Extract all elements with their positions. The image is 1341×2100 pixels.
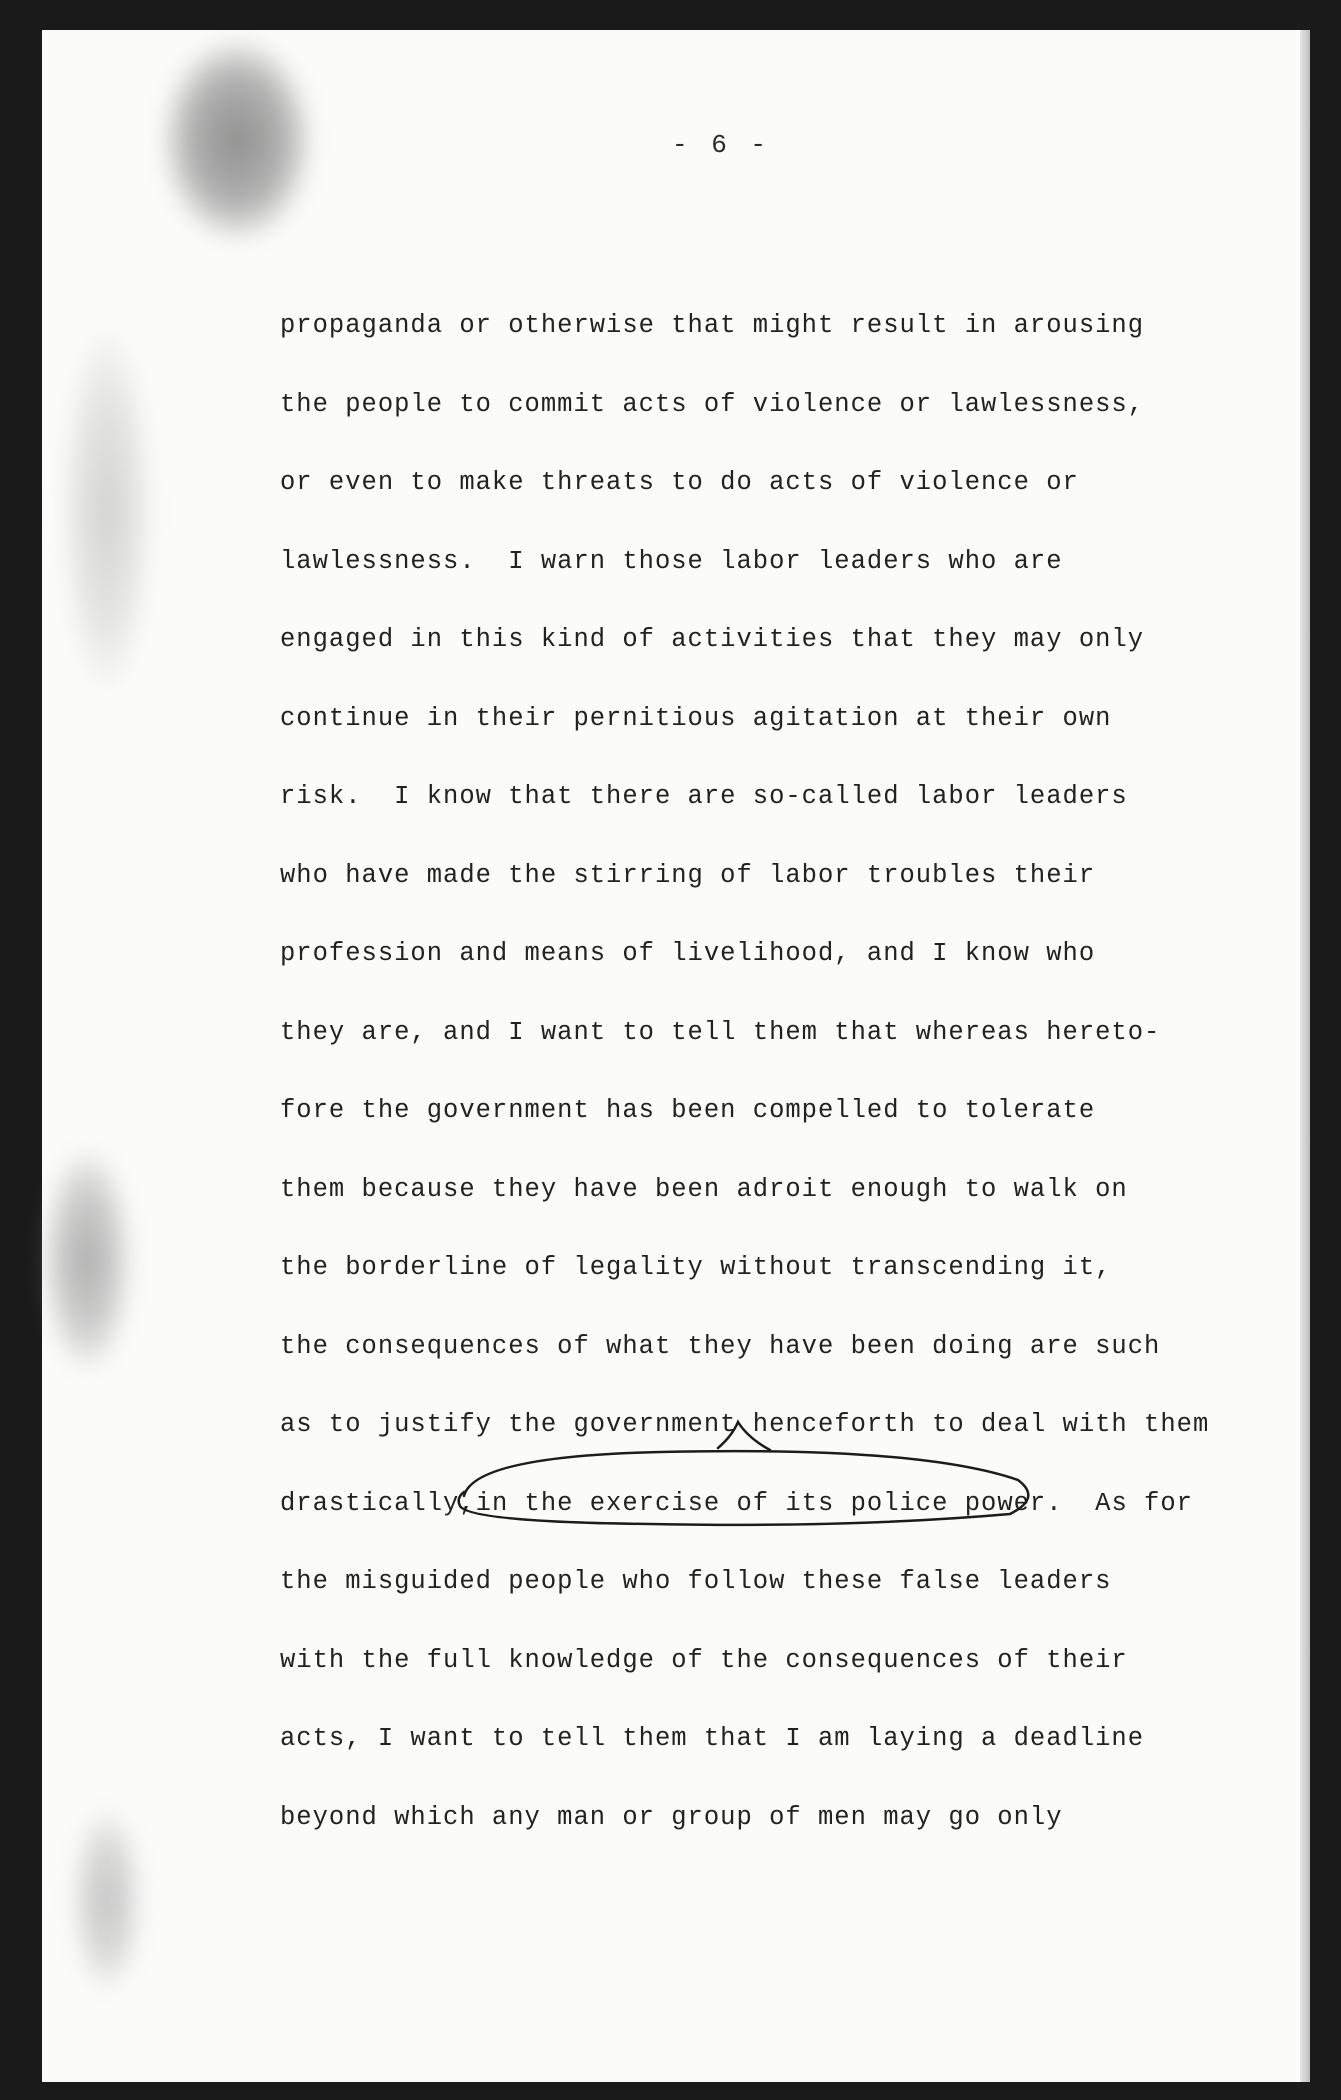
text-line-annotated: [280, 1484, 1220, 1563]
text-segment: As for: [1062, 1488, 1193, 1518]
text-line: risk. I know that there are so-called labor leaders: [280, 782, 1128, 811]
ink-smudge: [42, 1150, 132, 1370]
text-line: engaged in this kind of activities that they may only: [280, 625, 1145, 654]
text-line: with the full knowledge of the consequences of their: [280, 1645, 1128, 1675]
text-line: the consequences of what they have been doing are such: [280, 1331, 1161, 1361]
text-line: profession and means of livelihood, and I know who: [280, 939, 1096, 968]
ink-smudge: [72, 1810, 142, 1990]
text-line: fore the government has been compelled to tolerate: [280, 1096, 1096, 1125]
typed-body: [280, 306, 1220, 1876]
text-line: the borderline of legality without transcending it,: [280, 1253, 1112, 1282]
text-line: propaganda or otherwise that might result in arousing: [280, 311, 1145, 340]
text-line: the misguided people who follow these false leaders: [280, 1567, 1112, 1596]
text-line: as to justify the government henceforth to deal with them: [280, 1410, 1210, 1439]
text-line: continue in their pernitious agitation at their own: [280, 703, 1112, 733]
text-line: beyond which any man or group of men may go only: [280, 1802, 1063, 1832]
ink-smudge: [62, 330, 152, 690]
text-line: acts, I want to tell them that I am laying a deadline: [280, 1724, 1145, 1753]
page-edge: [1300, 30, 1310, 2082]
page-number: - 6 -: [672, 130, 771, 160]
text-line: or even to make threats to do acts of violence or: [280, 468, 1079, 497]
text-line: them because they have been adroit enough to walk on: [280, 1174, 1128, 1204]
text-line: who have made the stirring of labor troubles their: [280, 860, 1096, 890]
circled-phrase: in the exercise of its police power.: [475, 1488, 1063, 1518]
text-line: they are, and I want to tell them that whereas hereto-: [280, 1017, 1161, 1047]
text-segment: drastically,: [280, 1488, 476, 1518]
text-line: lawlessness. I warn those labor leaders who are: [280, 546, 1063, 576]
text-line: the people to commit acts of violence or lawlessness,: [280, 389, 1145, 419]
ink-smudge: [162, 40, 312, 240]
